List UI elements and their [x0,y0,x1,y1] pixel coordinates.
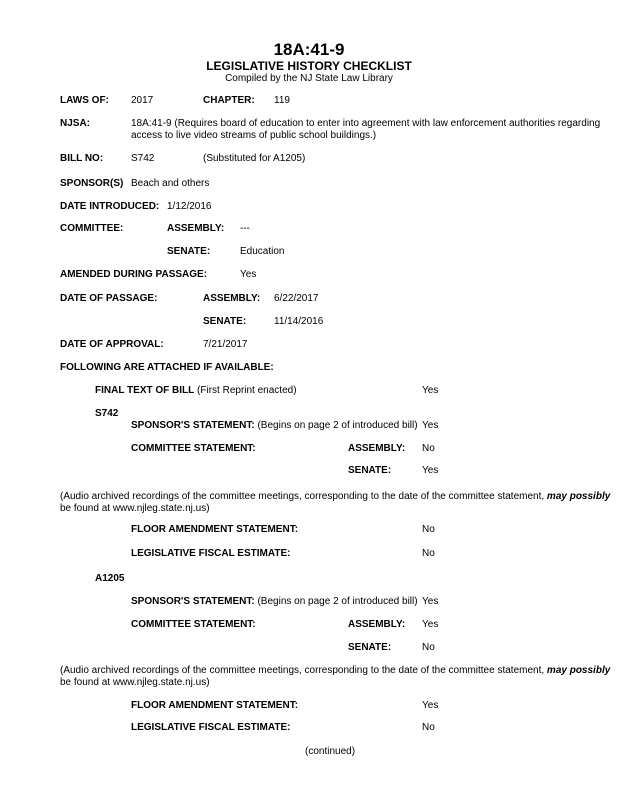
s742-committee-assembly-value: No [422,443,435,454]
s742-fiscal-label: LEGISLATIVE FISCAL ESTIMATE: [131,548,291,559]
passage-assembly-value: 6/22/2017 [274,293,319,304]
bill-no-note: (Substituted for A1205) [203,153,306,164]
a1205-sponsor-label: SPONSOR'S STATEMENT: [131,596,255,607]
a1205-sponsor-note: (Begins on page 2 of introduced bill) [257,596,418,607]
njsa-line-2: access to live video streams of public school buildings.) [131,130,377,141]
s742-floor-value: No [422,524,435,535]
bill-no-label: BILL NO: [60,153,104,164]
passage-label: DATE OF PASSAGE: [60,293,158,304]
a1205-audio-text: (Audio archived recordings of the committee meetings, corresponding to the date of the committee statement, [60,665,545,676]
a1205-committee-label: COMMITTEE STATEMENT: [131,619,256,630]
amended-value: Yes [240,269,257,280]
njsa-line-1: 18A:41-9 (Requires board of education to enter into agreement with law enforcement authorities regarding [131,118,601,129]
a1205-committee-assembly-value: Yes [422,619,439,630]
committee-label: COMMITTEE: [60,223,124,234]
final-text-row [95,385,297,397]
committee-assembly-value: --- [240,223,250,234]
a1205-committee-assembly-label: ASSEMBLY: [348,619,406,630]
a1205-audio-emphasis: may possibly [546,665,611,676]
committee-senate-label: SENATE: [167,246,211,257]
s742-sponsor-row [131,420,418,432]
s742-audio-line-2: be found at www.njleg.state.nj.us) [60,503,210,514]
s742-sponsor-label: SPONSOR'S STATEMENT: [131,420,255,431]
laws-of-label: LAWS OF: [60,95,109,106]
continued-note: (continued) [305,746,356,757]
final-text-label: FINAL TEXT OF BILL [95,385,195,396]
a1205-fiscal-label: LEGISLATIVE FISCAL ESTIMATE: [131,722,291,733]
s742-fiscal-value: No [422,548,435,559]
s742-sponsor-note: (Begins on page 2 of introduced bill) [257,420,418,431]
amended-label: AMENDED DURING PASSAGE: [60,269,208,280]
a1205-floor-label: FLOOR AMENDMENT STATEMENT: [131,700,299,711]
page-subtitle: LEGISLATIVE HISTORY CHECKLIST [206,59,412,73]
s742-committee-senate-value: Yes [422,465,439,476]
s742-heading: S742 [95,408,119,419]
approval-value: 7/21/2017 [203,339,248,350]
njsa-label: NJSA: [60,118,91,129]
s742-floor-label: FLOOR AMENDMENT STATEMENT: [131,524,299,535]
a1205-heading: A1205 [95,573,125,584]
a1205-audio-line-2: be found at www.njleg.state.nj.us) [60,677,210,688]
laws-of-value: 2017 [131,95,154,106]
a1205-sponsor-value: Yes [422,596,439,607]
final-text-note: (First Reprint enacted) [197,385,297,396]
s742-committee-assembly-label: ASSEMBLY: [348,443,406,454]
s742-audio-line-1 [60,491,610,503]
s742-committee-senate-label: SENATE: [348,465,392,476]
s742-committee-label: COMMITTEE STATEMENT: [131,443,256,454]
a1205-fiscal-value: No [422,722,435,733]
passage-senate-value: 11/14/2016 [274,316,324,327]
passage-senate-label: SENATE: [203,316,247,327]
final-text-value: Yes [422,385,439,396]
compiled-by: Compiled by the NJ State Law Library [225,73,393,84]
attached-heading: FOLLOWING ARE ATTACHED IF AVAILABLE: [60,362,274,373]
passage-assembly-label: ASSEMBLY: [203,293,261,304]
s742-audio-emphasis: may possibly [546,491,611,502]
committee-senate-value: Education [240,246,285,257]
s742-sponsor-value: Yes [422,420,439,431]
chapter-value: 119 [274,95,290,106]
a1205-audio-line-1 [60,665,610,677]
approval-label: DATE OF APPROVAL: [60,339,164,350]
date-introduced-value: 1/12/2016 [167,201,212,212]
s742-audio-text: (Audio archived recordings of the committee meetings, corresponding to the date of the committee statement, [60,491,545,502]
page-title: 18A:41-9 [273,40,345,59]
chapter-label: CHAPTER: [203,95,255,106]
sponsors-label: SPONSOR(S) [60,178,124,189]
a1205-committee-senate-label: SENATE: [348,642,392,653]
committee-assembly-label: ASSEMBLY: [167,223,225,234]
sponsors-value: Beach and others [131,178,210,189]
a1205-committee-senate-value: No [422,642,435,653]
bill-no-value: S742 [131,153,155,164]
date-introduced-label: DATE INTRODUCED: [60,201,160,212]
a1205-floor-value: Yes [422,700,439,711]
a1205-sponsor-row [131,596,418,608]
